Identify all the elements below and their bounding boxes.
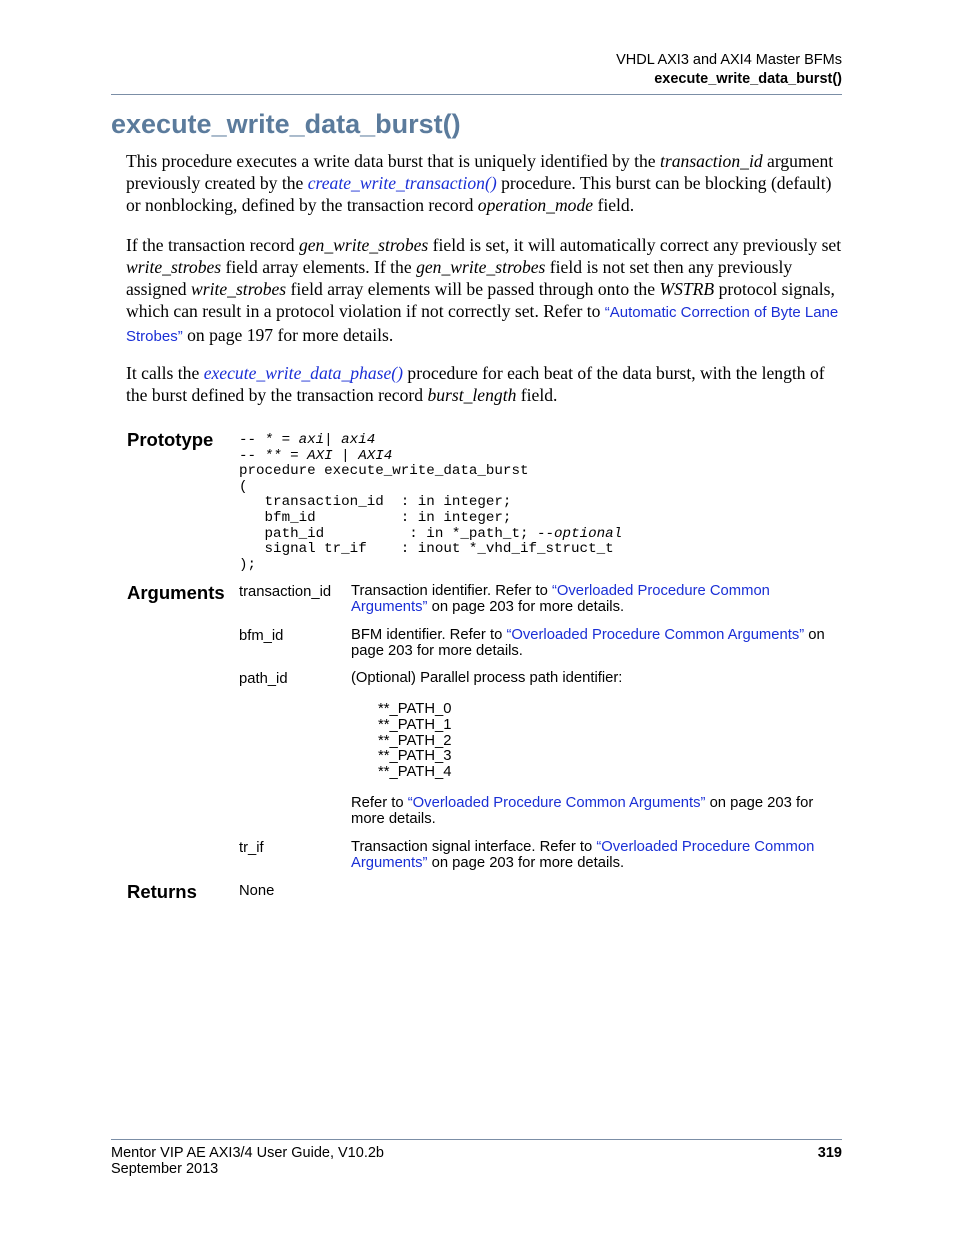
arg-name-transaction-id: transaction_id xyxy=(239,584,332,600)
arg-desc-bfm-id xyxy=(351,628,846,659)
returns-value: None xyxy=(239,883,275,899)
text: on page 203 for more details. xyxy=(427,854,625,871)
path-value: **_PATH_4 xyxy=(378,764,452,781)
text: This procedure executes a write data burst that is uniquely identified by the xyxy=(126,151,660,171)
link-overloaded-args[interactable]: “Overloaded Procedure Common Arguments” xyxy=(351,583,770,615)
header-section: execute_write_data_burst() xyxy=(654,71,842,87)
code-comment: -- * = axi| axi4 xyxy=(239,432,376,448)
field-operation-mode: operation_mode xyxy=(477,195,594,215)
text: Transaction identifier. Refer to xyxy=(351,583,552,599)
path-value: **_PATH_1 xyxy=(378,716,452,733)
returns-label: Returns xyxy=(127,881,197,902)
field-gen-write-strobes: gen_write_strobes xyxy=(298,235,429,255)
code-line: bfm_id : in integer; xyxy=(239,509,512,526)
page-title: execute_write_data_burst() xyxy=(111,109,461,139)
arg-desc-transaction-id xyxy=(351,584,846,615)
path-value: **_PATH_0 xyxy=(378,701,452,717)
text: protocol signals, which can result in a protocol violation if not correctly set. Refer to xyxy=(126,279,835,321)
text: on page 203 for more details. xyxy=(351,795,814,827)
text: on page 197 for more details. xyxy=(182,325,394,345)
phase-paragraph xyxy=(126,362,846,406)
text: field. xyxy=(593,195,635,215)
link-overloaded-args[interactable]: “Overloaded Procedure Common Arguments” xyxy=(407,795,706,811)
prototype-label: Prototype xyxy=(127,429,214,450)
code-line: procedure execute_write_data_burst xyxy=(239,463,529,480)
text: field. xyxy=(516,385,558,405)
field-burst-length: burst_length xyxy=(427,385,517,405)
footer-date: September 2013 xyxy=(111,1161,219,1177)
text: field is set, it will automatically correct any previously set xyxy=(428,235,842,255)
code-line: signal tr_if : inout *_vhd_if_struct_t xyxy=(239,541,614,558)
strobes-paragraph xyxy=(126,234,846,348)
text: on page 203 for more details. xyxy=(351,627,825,659)
arg-desc-path-id: (Optional) Parallel process path identifier: xyxy=(351,670,623,686)
code-line: ); xyxy=(239,556,257,573)
field-gen-write-strobes: gen_write_strobes xyxy=(416,257,546,277)
arg-name-tr-if: tr_if xyxy=(239,840,264,856)
text: field is not set then any previously assigned xyxy=(126,257,793,299)
link-execute-write-data-phase[interactable]: execute_write_data_phase() xyxy=(203,363,404,383)
path-id-values xyxy=(378,702,451,781)
arg-desc-tr-if xyxy=(351,840,846,871)
text: field array elements. If the xyxy=(221,257,417,277)
path-value: **_PATH_3 xyxy=(378,748,452,765)
link-overloaded-args[interactable]: “Overloaded Procedure Common Arguments” xyxy=(351,839,815,871)
arg-desc-path-id-ref xyxy=(351,796,846,827)
field-write-strobes: write_strobes xyxy=(191,279,287,299)
link-create-write-transaction[interactable]: create_write_transaction() xyxy=(307,173,497,193)
header-rule xyxy=(111,94,842,95)
code-line: ( xyxy=(239,478,248,495)
header-chapter: VHDL AXI3 and AXI4 Master BFMs xyxy=(616,52,842,68)
text: field array elements will be passed through onto the xyxy=(286,279,660,299)
code-comment: -- ** = AXI | AXI4 xyxy=(239,447,393,464)
arg-name-path-id: path_id xyxy=(239,671,288,687)
signal-wstrb: WSTRB xyxy=(659,279,715,299)
text: Refer to xyxy=(351,795,408,811)
page-number: 319 xyxy=(817,1145,842,1161)
arg-name-bfm-id: bfm_id xyxy=(239,628,284,644)
code-line: transaction_id : in integer; xyxy=(239,494,512,511)
link-byte-lane-strobes[interactable]: “Automatic Correction of Byte Lane Strobes” xyxy=(126,304,839,345)
footer-guide-title: Mentor VIP AE AXI3/4 User Guide, V10.2b xyxy=(111,1145,384,1161)
text: BFM identifier. Refer to xyxy=(351,627,507,643)
param-transaction-id: transaction_id xyxy=(660,151,763,171)
text: It calls the xyxy=(126,363,204,383)
arguments-label: Arguments xyxy=(127,582,225,603)
intro-paragraph xyxy=(126,150,846,216)
text: on page 203 for more details. xyxy=(427,598,625,615)
code-line: path_id : in *_path_t; xyxy=(239,525,537,542)
path-value: **_PATH_2 xyxy=(378,732,452,749)
link-overloaded-args[interactable]: “Overloaded Procedure Common Arguments” xyxy=(506,627,805,643)
text: If the transaction record xyxy=(126,235,299,255)
prototype-code xyxy=(239,433,622,573)
text: argument previously created by the xyxy=(126,151,834,193)
text: procedure for each beat of the data burst, with the length of the burst defined by the transaction record xyxy=(126,363,825,405)
footer-rule xyxy=(111,1139,842,1140)
code-comment: --optional xyxy=(537,525,623,542)
text: Transaction signal interface. Refer to xyxy=(351,839,597,855)
text: procedure. This burst can be blocking (default) or nonblocking, defined by the transaction record xyxy=(126,173,832,215)
field-write-strobes: write_strobes xyxy=(126,257,222,277)
